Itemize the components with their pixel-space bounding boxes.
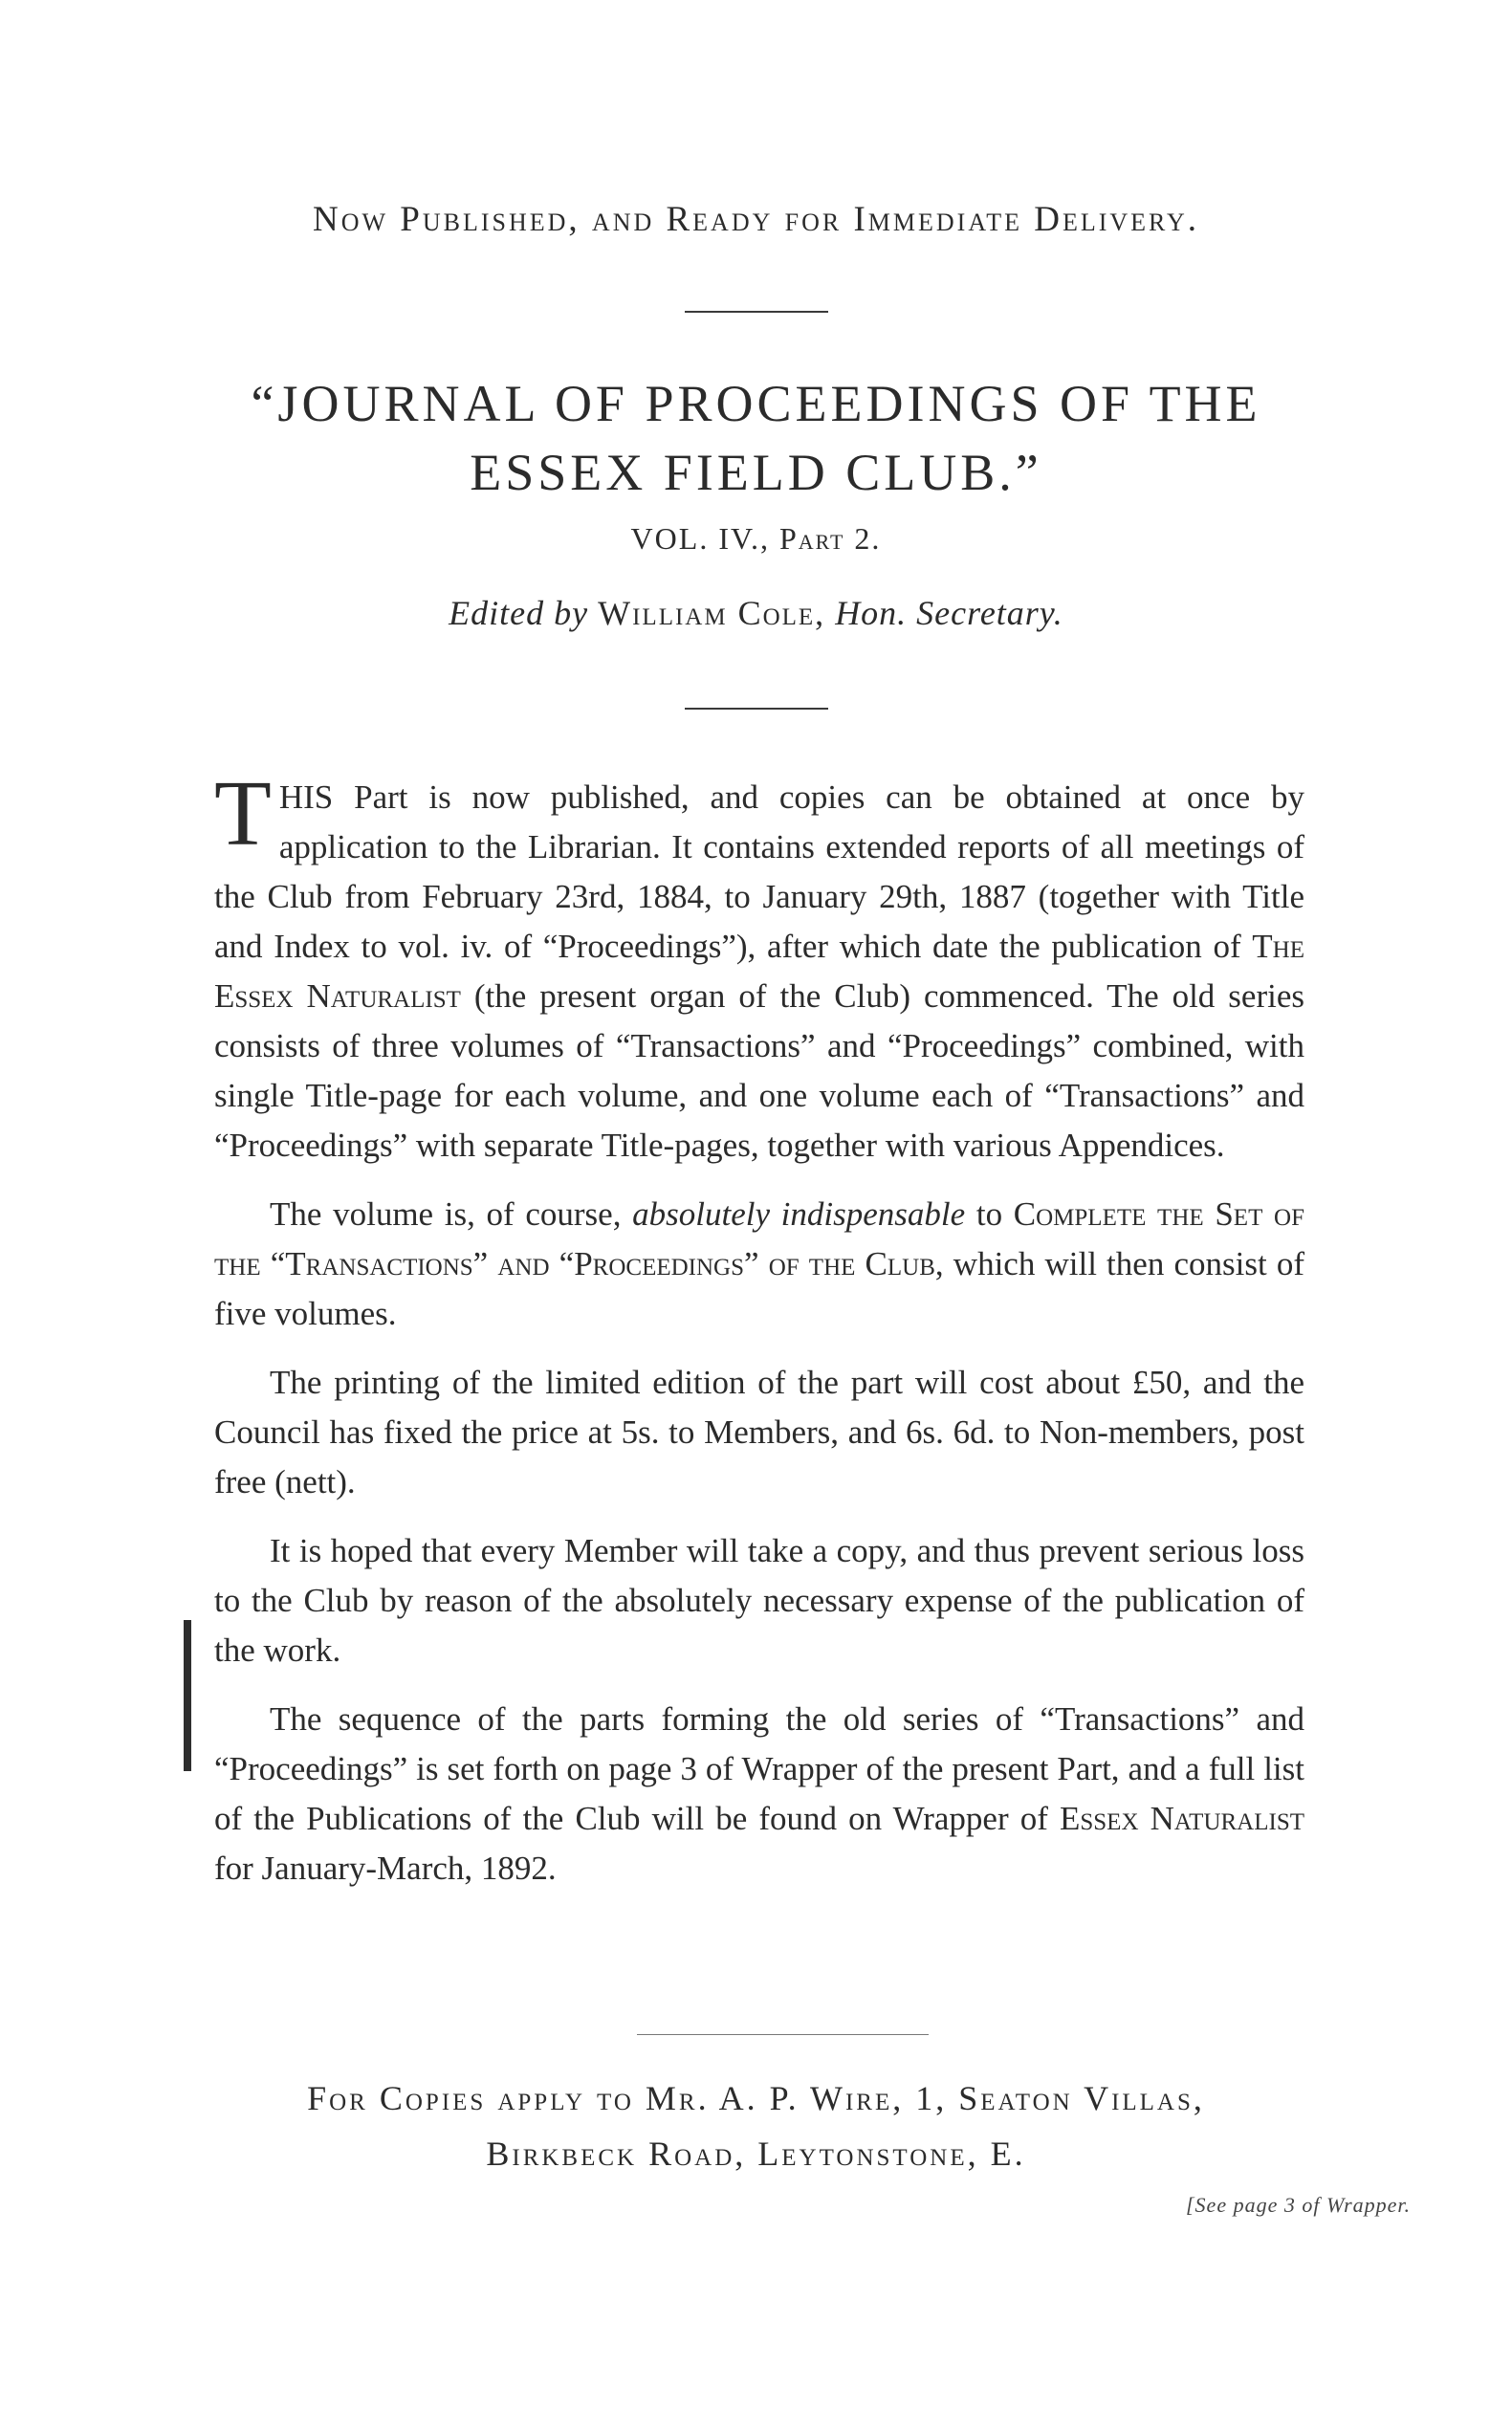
paragraph-1 [214, 762, 1304, 1171]
paragraph-5 [214, 1695, 1304, 1894]
paragraph-2-text: The volume is, of course, [270, 1195, 633, 1233]
paragraph-2-emphasis: absolutely indispensable [632, 1195, 966, 1233]
editor-line [0, 593, 1512, 633]
paragraph-5-text-end: for January-March, 1892. [214, 1850, 557, 1887]
volume-part: Part 2. [778, 521, 882, 556]
paragraph-4: It is hoped that every Member will take a copy, and thus prevent serious loss to the Club by reason of the absolutely necessary expense of the publication of the work. [214, 1532, 1304, 1669]
editor-name: William Cole, [598, 594, 826, 632]
announcement-heading: Now Published, and Ready for Immediate Delivery. [313, 200, 1199, 239]
paragraph-1-journal-name: The Essex Naturalist [214, 928, 1304, 1015]
journal-title-line-2: ESSEX FIELD CLUB.” [470, 444, 1042, 501]
copies-address-line-2: Birkbeck Road, Leytonstone, E. [486, 2135, 1026, 2173]
paragraph-2-connector: to [965, 1195, 1014, 1233]
paragraph-1-text: HIS Part is now published, and copies can be obtained at once by application to the Librarian. It contains extended reports of all meetings of the Club from February 23rd, 1884, to January 29th, 1887 (together with Title and Index to vol. iv. of “Proceedings”), after which date the publication of [214, 778, 1304, 965]
divider-rule-middle [685, 708, 828, 710]
drop-cap: T [214, 762, 272, 865]
copies-address [0, 2070, 1512, 2181]
paragraph-2-text-end: , which will then consist of five volumes. [214, 1245, 1304, 1332]
copies-address-line-1: For Copies apply to Mr. A. P. Wire, 1, Seaton Villas, [307, 2079, 1205, 2117]
volume-line [0, 521, 1512, 557]
wrapper-note: [See page 3 of Wrapper. [1186, 2193, 1412, 2217]
journal-title [0, 369, 1512, 507]
notice-body [214, 762, 1304, 1913]
edited-by-label: Edited by [449, 594, 589, 632]
editor-role: Hon. Secretary. [835, 594, 1063, 632]
paragraph-3: The printing of the limited edition of the part will cost about £50, and the Council has fixed the price at 5s. to Members, and 6s. 6d. to Non-members, post free (nett). [214, 1364, 1304, 1500]
journal-title-line-1: “JOURNAL OF PROCEEDINGS OF THE [251, 375, 1261, 432]
paragraph-5-text: The sequence of the parts forming the old series of “Transactions” and “Proceedings” is set forth on page 3 of Wrapper of the present Part, and a full list of the Publications of the Club will be found on Wrapper of [214, 1700, 1304, 1837]
divider-rule-bottom [637, 2034, 929, 2035]
volume-number: VOL. IV., [630, 521, 779, 556]
divider-rule-top [685, 311, 828, 313]
margin-mark-bar [184, 1620, 191, 1771]
paragraph-2 [214, 1190, 1304, 1339]
paragraph-5-journal-name: Essex Naturalist [1059, 1800, 1304, 1837]
paragraph-1-text-end: (the present organ of the Club) commenced. The old series consists of three volumes of “Transactions” and “Proceedings” combined, with single Title-page for each volume, and one volume each of “Transactions” and “Proceedings” with separate Title-pages, together with various Appendices. [214, 977, 1304, 1164]
paragraph-2-smallcaps: Complete the Set of the “Transactions” and “Proceedings” of the Club [214, 1195, 1304, 1282]
